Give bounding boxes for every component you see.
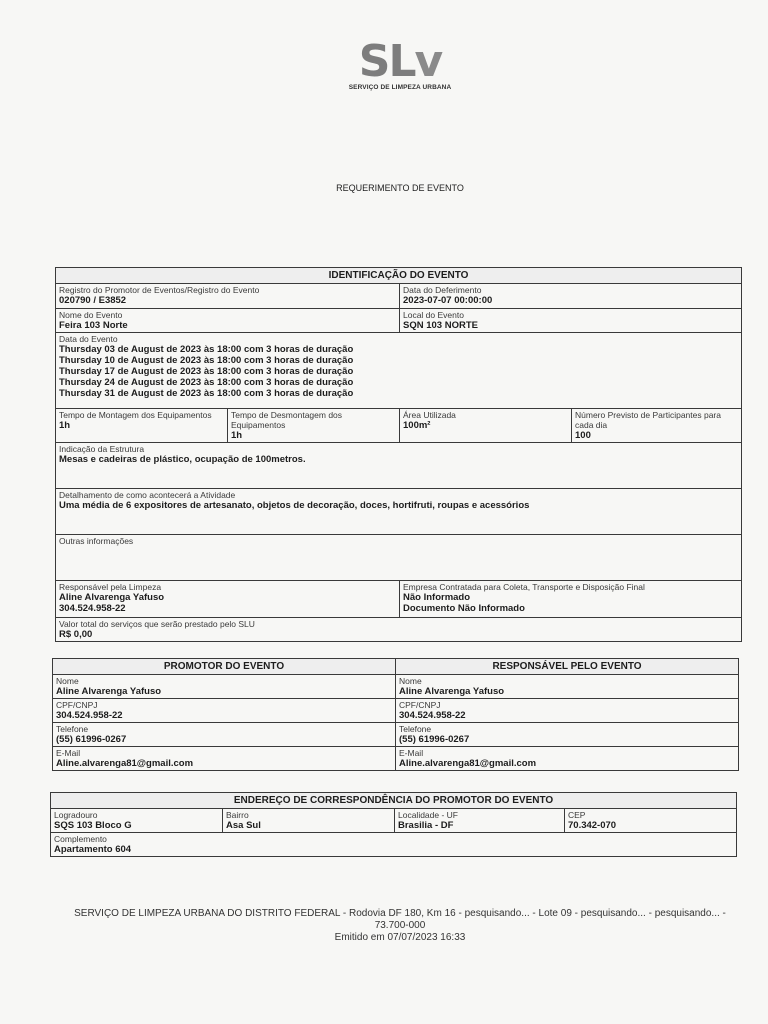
nome-evento-cell	[56, 309, 400, 333]
registro-cell	[56, 284, 400, 309]
logo-wordmark: SLv	[358, 36, 442, 87]
montagem-cell	[56, 409, 228, 443]
promotor-nome-label: Nome	[56, 676, 79, 686]
complemento-cell	[51, 833, 737, 857]
logo-v-glyph: v	[414, 36, 442, 87]
estrutura-label: Indicação da Estrutura	[59, 444, 145, 454]
desmontagem-value: 1h	[231, 430, 243, 441]
data-evento-item: Thursday 10 de August de 2023 às 18:00 com 3 horas de duração	[59, 355, 354, 366]
logo-subtitle: SERVIÇO DE LIMPEZA URBANA	[348, 84, 452, 91]
complemento-label: Complemento	[54, 834, 107, 844]
footer	[40, 908, 760, 944]
responsavel-email-value: Aline.alvarenga81@gmail.com	[399, 758, 537, 769]
event-identification-table	[55, 267, 742, 642]
local-evento-label: Local do Evento	[403, 310, 464, 320]
logradouro-value: SQS 103 Bloco G	[54, 820, 132, 831]
responsavel-cpf-value: 304.524.958-22	[399, 710, 466, 721]
desmontagem-cell	[228, 409, 400, 443]
event-identification-header: IDENTIFICAÇÃO DO EVENTO	[56, 268, 742, 284]
registro-value: 020790 / E3852	[59, 295, 127, 306]
promotor-cpf-label: CPF/CNPJ	[56, 700, 98, 710]
area-cell	[400, 409, 572, 443]
empresa-name: Não Informado	[403, 592, 471, 603]
local-evento-cell	[400, 309, 742, 333]
nome-evento-label: Nome do Evento	[59, 310, 123, 320]
cep-cell	[565, 809, 737, 833]
data-evento-cell	[56, 333, 742, 409]
estrutura-value: Mesas e cadeiras de plástico, ocupação de 100metros.	[59, 454, 306, 465]
localidade-cell	[395, 809, 565, 833]
deferimento-cell	[400, 284, 742, 309]
data-evento-item: Thursday 17 de August de 2023 às 18:00 com 3 horas de duração	[59, 366, 354, 377]
logradouro-cell	[51, 809, 223, 833]
responsavel-nome-cell	[396, 675, 739, 699]
promotor-email-cell	[53, 747, 396, 771]
empresa-label: Empresa Contratada para Coleta, Transporte e Disposição Final	[403, 582, 645, 592]
registro-label: Registro do Promotor de Eventos/Registro do Evento	[59, 285, 260, 295]
responsavel-header: RESPONSÁVEL PELO EVENTO	[396, 659, 739, 675]
data-evento-item: Thursday 31 de August de 2023 às 18:00 com 3 horas de duração	[59, 388, 354, 399]
nome-evento-value: Feira 103 Norte	[59, 320, 128, 331]
deferimento-label: Data do Deferimento	[403, 285, 482, 295]
promotor-cpf-cell	[53, 699, 396, 723]
responsavel-cpf-label: CPF/CNPJ	[399, 700, 441, 710]
responsavel-cpf-cell	[396, 699, 739, 723]
participantes-value: 100	[575, 430, 591, 441]
montagem-label: Tempo de Montagem dos Equipamentos	[59, 410, 212, 420]
promotor-nome-cell	[53, 675, 396, 699]
area-value: 100m²	[403, 420, 431, 431]
promotor-email-label: E-Mail	[56, 748, 81, 758]
responsavel-limpeza-doc: 304.524.958-22	[59, 603, 126, 614]
deferimento-value: 2023-07-07 00:00:00	[403, 295, 493, 306]
participantes-cell	[572, 409, 742, 443]
responsavel-limpeza-cell	[56, 581, 400, 618]
localidade-label: Localidade - UF	[398, 810, 459, 820]
empresa-cell	[400, 581, 742, 618]
bairro-label: Bairro	[226, 810, 249, 820]
promotor-telefone-value: (55) 61996-0267	[56, 734, 127, 745]
document-title: REQUERIMENTO DE EVENTO	[336, 183, 464, 193]
responsavel-limpeza-label: Responsável pela Limpeza	[59, 582, 162, 592]
promotor-header: PROMOTOR DO EVENTO	[53, 659, 396, 675]
cep-label: CEP	[568, 810, 586, 820]
slu-logo	[330, 36, 470, 100]
responsavel-email-cell	[396, 747, 739, 771]
data-evento-item: Thursday 03 de August de 2023 às 18:00 com 3 horas de duração	[59, 344, 354, 355]
promotor-cpf-value: 304.524.958-22	[56, 710, 123, 721]
participantes-label: Número Previsto de Participantes para cada dia	[575, 410, 721, 430]
valor-total-cell	[56, 618, 742, 642]
responsavel-telefone-label: Telefone	[399, 724, 432, 734]
promotor-nome-value: Aline Alvarenga Yafuso	[56, 686, 162, 697]
endereco-header: ENDEREÇO DE CORRESPONDÊNCIA DO PROMOTOR DO EVENTO	[51, 793, 737, 809]
outras-info-label: Outras informações	[59, 536, 134, 546]
area-label: Área Utilizada	[403, 410, 456, 420]
empresa-doc: Documento Não Informado	[403, 603, 525, 614]
promotor-telefone-cell	[53, 723, 396, 747]
valor-total-label: Valor total do serviços que serão prestado pelo SLU	[59, 619, 255, 629]
detalhamento-value: Uma média de 6 expositores de artesanato, objetos de decoração, doces, hortifruti, roupas e acessórios	[59, 500, 530, 511]
bairro-value: Asa Sul	[226, 820, 261, 831]
logradouro-label: Logradouro	[54, 810, 98, 820]
complemento-value: Apartamento 604	[54, 844, 132, 855]
footer-cep: 73.700-000	[374, 920, 426, 931]
promotor-telefone-label: Telefone	[56, 724, 89, 734]
endereco-table	[50, 792, 737, 857]
valor-total-value: R$ 0,00	[59, 629, 93, 640]
local-evento-value: SQN 103 NORTE	[403, 320, 478, 331]
bairro-cell	[223, 809, 395, 833]
responsavel-email-label: E-Mail	[399, 748, 424, 758]
montagem-value: 1h	[59, 420, 71, 431]
promotor-responsavel-table	[52, 658, 739, 771]
responsavel-telefone-value: (55) 61996-0267	[399, 734, 470, 745]
responsavel-nome-label: Nome	[399, 676, 422, 686]
footer-address: SERVIÇO DE LIMPEZA URBANA DO DISTRITO FEDERAL - Rodovia DF 180, Km 16 - pesquisando... - Lote 09 - pesquisando... - pesquisando... -	[74, 908, 726, 919]
localidade-value: Brasilia - DF	[398, 820, 454, 831]
footer-emitted: Emitido em 07/07/2023 16:33	[334, 932, 466, 943]
promotor-email-value: Aline.alvarenga81@gmail.com	[56, 758, 194, 769]
data-evento-item: Thursday 24 de August de 2023 às 18:00 com 3 horas de duração	[59, 377, 354, 388]
data-evento-label: Data do Evento	[59, 334, 118, 344]
responsavel-limpeza-name: Aline Alvarenga Yafuso	[59, 592, 165, 603]
cep-value: 70.342-070	[568, 820, 617, 831]
desmontagem-label: Tempo de Desmontagem dos Equipamentos	[231, 410, 343, 430]
detalhamento-label: Detalhamento de como acontecerá a Atividade	[59, 490, 236, 500]
detalhamento-cell	[56, 489, 742, 535]
responsavel-nome-value: Aline Alvarenga Yafuso	[399, 686, 505, 697]
outras-info-cell	[56, 535, 742, 581]
estrutura-cell	[56, 443, 742, 489]
responsavel-telefone-cell	[396, 723, 739, 747]
